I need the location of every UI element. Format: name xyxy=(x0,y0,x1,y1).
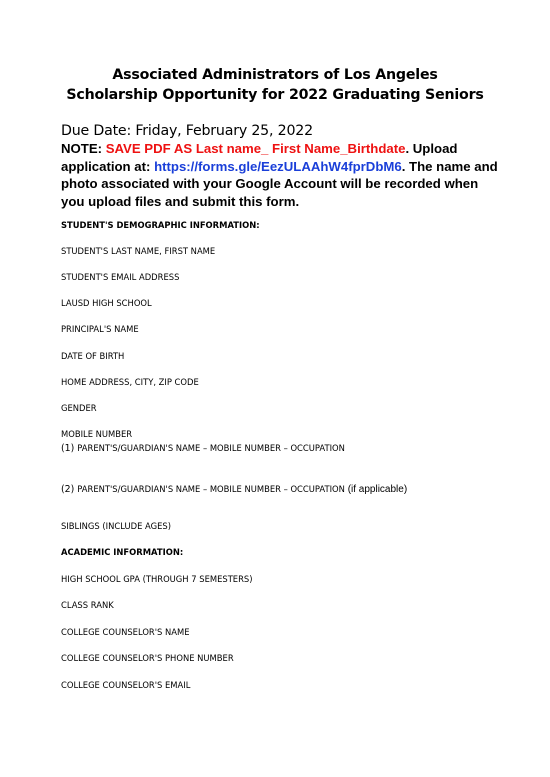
parent-2-label: PARENT'S/GUARDIAN'S NAME – MOBILE NUMBER – OCCUPATION xyxy=(77,484,345,494)
field-parent-2 xyxy=(61,484,407,495)
field-student-email: STUDENT'S EMAIL ADDRESS xyxy=(61,272,180,282)
academic-heading: ACADEMIC INFORMATION: xyxy=(61,547,184,557)
field-date-of-birth: DATE OF BIRTH xyxy=(61,351,125,361)
parent-1-label: PARENT'S/GUARDIAN'S NAME – MOBILE NUMBER – OCCUPATION xyxy=(77,443,345,453)
field-mobile-number: MOBILE NUMBER xyxy=(61,429,133,439)
field-gpa: HIGH SCHOOL GPA (THROUGH 7 SEMESTERS) xyxy=(61,574,253,584)
demographic-heading: STUDENT'S DEMOGRAPHIC INFORMATION: xyxy=(61,220,260,230)
note-account-text: . The name and photo associated with your Google Account will be recorded when you upload files and submit this form. xyxy=(61,158,498,209)
field-home-address: HOME ADDRESS, CITY, ZIP CODE xyxy=(61,377,199,387)
field-high-school: LAUSD HIGH SCHOOL xyxy=(61,298,152,308)
upload-form-link[interactable]: https://forms.gle/EezULAAhW4fprDbM6 xyxy=(154,158,402,174)
field-student-name: STUDENT'S LAST NAME, FIRST NAME xyxy=(61,246,216,256)
note-label: NOTE: xyxy=(61,141,106,156)
upload-note xyxy=(61,140,501,210)
field-class-rank: CLASS RANK xyxy=(61,600,114,610)
field-counselor-email: COLLEGE COUNSELOR'S EMAIL xyxy=(61,680,191,690)
field-gender: GENDER xyxy=(61,403,97,413)
field-parent-1 xyxy=(61,443,345,454)
parent-2-suffix: (if applicable) xyxy=(344,484,408,495)
note-upload-text: . Upload application at: xyxy=(61,141,458,174)
field-counselor-phone: COLLEGE COUNSELOR'S PHONE NUMBER xyxy=(61,653,234,663)
document-title: Associated Administrators of Los Angeles xyxy=(112,67,438,83)
due-date: Due Date: Friday, February 25, 2022 xyxy=(61,123,313,139)
parent-1-number: (1) xyxy=(61,443,78,454)
note-save-instruction: SAVE PDF AS Last name_ First Name_Birthdate xyxy=(105,141,406,156)
parent-2-number: (2) xyxy=(61,484,78,495)
field-principal-name: PRINCIPAL'S NAME xyxy=(61,324,139,334)
field-siblings: SIBLINGS (INCLUDE AGES) xyxy=(61,521,171,531)
document-subtitle: Scholarship Opportunity for 2022 Graduating Seniors xyxy=(66,87,484,103)
field-counselor-name: COLLEGE COUNSELOR'S NAME xyxy=(61,627,190,637)
